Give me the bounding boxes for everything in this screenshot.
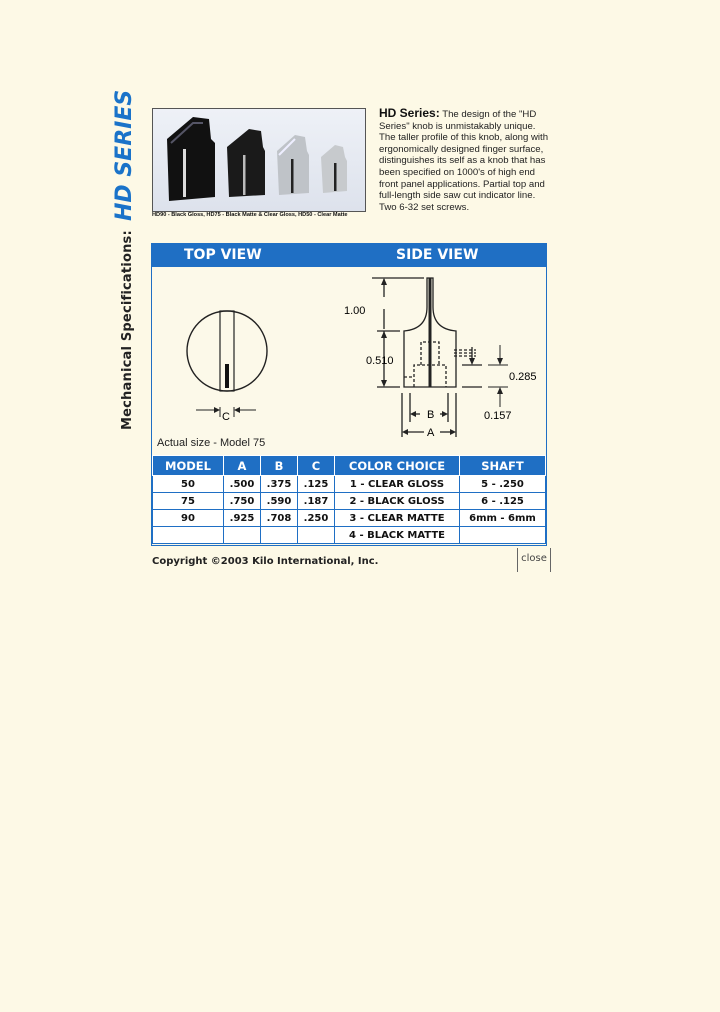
cell: 2 - BLACK GLOSS [335, 493, 460, 510]
photo-caption: HD90 - Black Gloss, HD75 - Black Matte & Clear Gloss, HD50 - Clear Matte [152, 212, 348, 218]
dim-body-label: 0.510 [366, 355, 394, 367]
cell [153, 527, 224, 544]
sidebar-title [112, 89, 144, 430]
description-title: HD Series: [379, 106, 440, 120]
cell: .925 [224, 510, 261, 527]
top-view-title: TOP VIEW [184, 247, 262, 263]
dim-a-label: A [427, 427, 435, 437]
dim-screw-label: 0.157 [484, 410, 512, 422]
product-photo [152, 108, 366, 212]
cell: 50 [153, 476, 224, 493]
header-model: MODEL [153, 456, 224, 476]
top-view-drawing [187, 311, 267, 423]
sidebar-series-label: HD SERIES [112, 89, 137, 222]
table-row [153, 510, 546, 527]
cell: .500 [224, 476, 261, 493]
cell: 6 - .125 [460, 493, 546, 510]
header-b: B [261, 456, 298, 476]
cell: .250 [298, 510, 335, 527]
description-body: The design of the "HD Series" knob is unmistakably unique. The taller profile of this knob, along with ergonomically designed finger surface, distinguishes its self as a knob that has been specified on 1000's of high end front panel applications. Partial top and full-length side saw cut indicator line. Two 6-32 set screws. [379, 109, 549, 213]
header-c: C [298, 456, 335, 476]
cell: 75 [153, 493, 224, 510]
table-row [153, 493, 546, 510]
view-header [152, 244, 546, 267]
cell: .708 [261, 510, 298, 527]
dim-height-label: 1.00 [344, 305, 366, 317]
spec-panel [151, 243, 547, 546]
cell: 5 - .250 [460, 476, 546, 493]
cell [298, 527, 335, 544]
sidebar-title-label: Mechanical Specifications: [120, 230, 135, 430]
cell [224, 527, 261, 544]
product-description [379, 108, 554, 213]
actual-size-note: Actual size - Model 75 [157, 437, 266, 449]
cell [460, 527, 546, 544]
cell: .590 [261, 493, 298, 510]
header-a: A [224, 456, 261, 476]
header-color-choice: COLOR CHOICE [335, 456, 460, 476]
cell: .375 [261, 476, 298, 493]
close-link[interactable]: close [517, 548, 551, 572]
dim-shaft-label: 0.285 [509, 371, 537, 383]
spec-table [152, 455, 546, 544]
cell: 3 - CLEAR MATTE [335, 510, 460, 527]
table-row [153, 527, 546, 544]
side-view-title: SIDE VIEW [396, 247, 479, 263]
header-shaft: SHAFT [460, 456, 546, 476]
copyright-text: Copyright ©2003 Kilo International, Inc. [152, 556, 379, 567]
cell: 1 - CLEAR GLOSS [335, 476, 460, 493]
cell: .187 [298, 493, 335, 510]
cell [261, 527, 298, 544]
dim-c-label: C [222, 411, 230, 423]
dimension-drawing [152, 267, 546, 437]
cell: .750 [224, 493, 261, 510]
table-row [153, 476, 546, 493]
cell: .125 [298, 476, 335, 493]
knobs-illustration [153, 109, 365, 211]
cell: 6mm - 6mm [460, 510, 546, 527]
table-header-row [153, 456, 546, 476]
cell: 4 - BLACK MATTE [335, 527, 460, 544]
cell: 90 [153, 510, 224, 527]
dim-b-label: B [427, 409, 435, 421]
